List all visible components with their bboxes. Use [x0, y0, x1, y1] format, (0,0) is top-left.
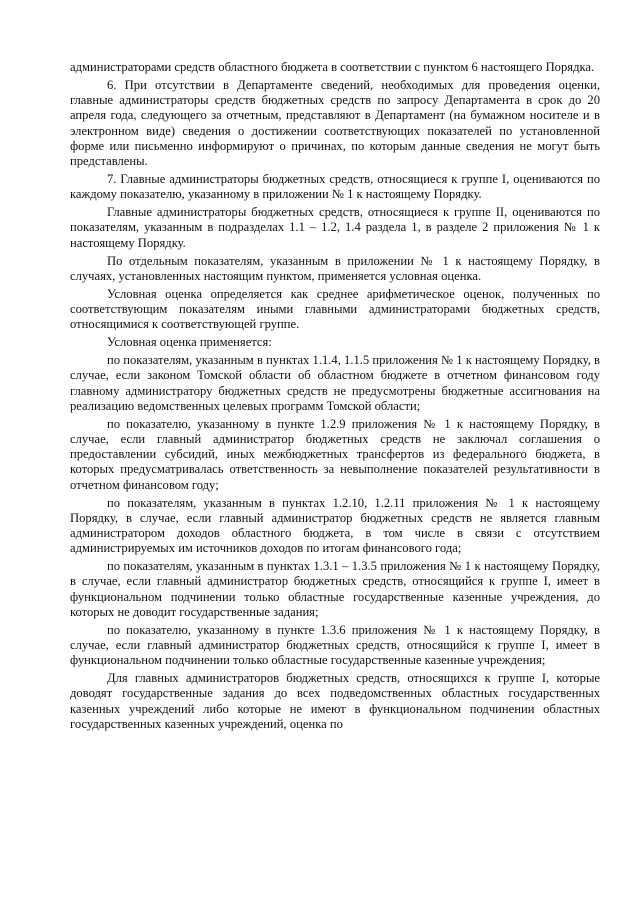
paragraph-continuation: администраторами средств областного бюджета в соответствии с пунктом 6 настоящего Порядка.	[70, 60, 595, 74]
paragraph-conditional-applied: Условная оценка применяется:	[107, 335, 272, 350]
paragraph-case-1-3-1: по показателям, указанным в пунктах 1.3.1 – 1.3.5 приложения № 1 к настоящему Порядку, в случае, если главный администратор бюджетных средств, относящийся к группе I, имеет в функциональном подчинении только областные государственные казенные учреждения, до которых не доводит государственные задания;	[70, 559, 600, 619]
paragraph-conditional-score: По отдельным показателям, указанным в приложении № 1 к настоящему Порядку, в случаях, установленных настоящим пунктом, применяется условная оценка.	[70, 253, 600, 283]
paragraph-group-2: Главные администраторы бюджетных средств, относящиеся к группе II, оцениваются по показателям, указанным в подразделах 1.1 – 1.2, 1.4 раздела 1, в разделе 2 приложения № 1 к настоящему Порядку.	[70, 205, 600, 250]
paragraph-case-1-3-6: по показателю, указанному в пункте 1.3.6 приложения № 1 к настоящему Порядку, в случае, если главный администратор бюджетных средств, относящийся к группе I, имеет в функциональном подчинении только областные государственные казенные учреждения;	[70, 622, 600, 668]
paragraph-case-1-2-10: по показателям, указанным в пунктах 1.2.10, 1.2.11 приложения № 1 к настоящему Порядку, в случае, если главный администратор бюджетных средств не является главным администратором доходов областного бюджета, в том числе в связи с отсутствием администрируемых им источников доходов по итогам финансового года;	[70, 495, 600, 556]
paragraph-item-6: 6. При отсутствии в Департаменте сведений, необходимых для проведения оценки, главные администраторы средств бюджетных средств по запросу Департамента в срок до 20 апреля года, следующего за отчетным, представляют в Департамент (на бумажном носителе и в электронном виде) сведения о достижении соответствующих показателей по установленной форме или письменно информируют о причинах, по которым данные сведения не могут быть представлены.	[70, 78, 600, 169]
paragraph-conditional-definition: Условная оценка определяется как среднее арифметическое оценок, полученных по соответствующим показателям иными главными администраторами бюджетных средств, относящимися к соответствующей группе.	[70, 286, 600, 332]
paragraph-group-1-tasks: Для главных администраторов бюджетных средств, относящихся к группе I, которые доводят государственные задания до всех подведомственных областных государственных казенных учреждений либо которые не имеют в функциональном подчинении областных государственных казенных учреждений, оценка по	[70, 671, 600, 731]
paragraph-case-1-2-9: по показателю, указанному в пункте 1.2.9 приложения № 1 к настоящему Порядку, в случае, если главный администратор бюджетных средств не заключал соглашения о предоставлении субсидий, иных межбюджетных трансфертов из федерального бюджета, в которых предусматривалась ответственность за невыполнение показателей результативности в отчетном финансовом году;	[70, 416, 600, 492]
paragraph-item-7: 7. Главные администраторы бюджетных средств, относящиеся к группе I, оцениваются по каждому показателю, указанному в приложении № 1 к настоящему Порядку.	[70, 172, 600, 202]
paragraph-case-1-1-4: по показателям, указанным в пунктах 1.1.4, 1.1.5 приложения № 1 к настоящему Порядку, в случае, если законом Томской области об областном бюджете в отчетном финансовом году главному администратору бюджетных средств не предусмотрены бюджетные ассигнования на реализацию ведомственных целевых программ Томской области;	[70, 353, 600, 413]
document-body	[70, 60, 600, 735]
